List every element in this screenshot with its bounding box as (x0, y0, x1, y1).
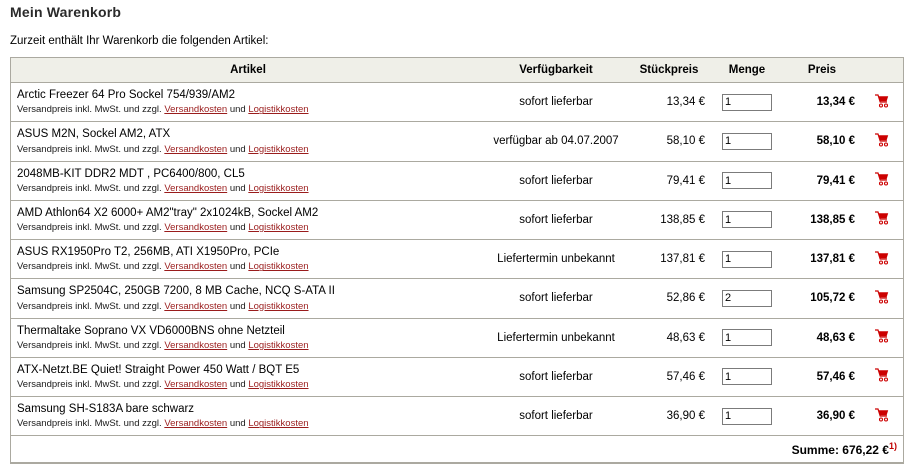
cell-stueckpreis: 79,41 € (627, 161, 711, 200)
shipping-note-middle: und (227, 222, 249, 234)
cart-table-head (11, 58, 903, 83)
product-name: ASUS RX1950Pro T2, 256MB, ATI X1950Pro, PCIe (17, 246, 280, 258)
cell-menge (711, 240, 783, 279)
shipping-note-middle: und (227, 418, 249, 430)
shipping-note (17, 340, 479, 352)
shipping-note-middle: und (227, 339, 249, 351)
shopping-cart-icon[interactable] (874, 133, 890, 147)
cell-menge (711, 318, 783, 357)
shipping-note-prefix: Versandpreis inkl. MwSt. und zzgl. (17, 418, 165, 430)
page-title: Mein Warenkorb (10, 4, 122, 20)
shipping-note-middle: und (227, 300, 249, 312)
shopping-cart-icon[interactable] (874, 211, 890, 225)
shopping-cart-icon[interactable] (874, 368, 890, 382)
cell-cart-action[interactable] (861, 279, 903, 318)
table-header-row (11, 58, 903, 83)
cell-verfuegbarkeit: sofort lieferbar (485, 397, 627, 436)
shipping-note-prefix: Versandpreis inkl. MwSt. und zzgl. (17, 104, 165, 116)
cell-verfuegbarkeit: Liefertermin unbekannt (485, 318, 627, 357)
cell-stueckpreis: 138,85 € (627, 200, 711, 239)
cell-menge (711, 122, 783, 161)
summary-total: Summe: 676,22 € (791, 443, 889, 458)
cell-cart-action[interactable] (861, 122, 903, 161)
intro-text: Zurzeit enthält Ihr Warenkorb die folgenden Artikel: (10, 35, 269, 47)
column-header-cart (861, 58, 903, 83)
cell-menge (711, 357, 783, 396)
column-header-menge: Menge (711, 58, 783, 83)
summary-cell (11, 436, 903, 463)
cell-verfuegbarkeit: sofort lieferbar (485, 83, 627, 122)
column-header-stueckpreis: Stückpreis (627, 58, 711, 83)
cell-artikel (11, 240, 485, 279)
summary-footnote-marker: 1) (888, 441, 897, 452)
versandkosten-link[interactable]: Versandkosten (164, 418, 228, 430)
versandkosten-link[interactable]: Versandkosten (164, 182, 228, 194)
shipping-note (17, 222, 479, 234)
product-name: Arctic Freezer 64 Pro Sockel 754/939/AM2 (17, 89, 235, 101)
shopping-cart-icon[interactable] (874, 251, 890, 265)
versandkosten-link[interactable]: Versandkosten (164, 261, 228, 273)
product-name: ATX-Netzt.BE Quiet! Straight Power 450 Watt / BQT E5 (17, 363, 300, 376)
cell-artikel (11, 83, 485, 122)
cell-preis: 137,81 € (783, 240, 861, 279)
cell-preis: 58,10 € (783, 122, 861, 161)
shopping-cart-icon[interactable] (874, 94, 890, 108)
product-name: Samsung SP2504C, 250GB 7200, 8 MB Cache, NCQ S-ATA II (17, 285, 335, 298)
logistikkosten-link[interactable]: Logistikkosten (248, 143, 309, 155)
cell-cart-action[interactable] (861, 200, 903, 239)
logistikkosten-link[interactable]: Logistikkosten (248, 104, 309, 116)
quantity-input[interactable] (722, 408, 772, 425)
cell-preis: 105,72 € (783, 279, 861, 318)
cell-artikel (11, 200, 485, 239)
cell-cart-action[interactable] (861, 83, 903, 122)
logistikkosten-link[interactable]: Logistikkosten (248, 261, 309, 273)
versandkosten-link[interactable]: Versandkosten (164, 222, 228, 234)
cell-cart-action[interactable] (861, 357, 903, 396)
table-row (11, 279, 903, 318)
shipping-note-prefix: Versandpreis inkl. MwSt. und zzgl. (17, 339, 165, 351)
versandkosten-link[interactable]: Versandkosten (164, 143, 228, 155)
summary-row (11, 436, 903, 463)
cell-artikel (11, 397, 485, 436)
logistikkosten-link[interactable]: Logistikkosten (248, 182, 309, 194)
shipping-note (17, 144, 479, 156)
cell-cart-action[interactable] (861, 397, 903, 436)
product-name: AMD Athlon64 X2 6000+ AM2"tray" 2x1024kB, Sockel AM2 (17, 206, 319, 219)
logistikkosten-link[interactable]: Logistikkosten (248, 222, 309, 234)
versandkosten-link[interactable]: Versandkosten (164, 300, 228, 312)
cart-table-body (11, 83, 903, 463)
cell-preis: 13,34 € (783, 83, 861, 122)
column-header-artikel: Artikel (11, 58, 485, 83)
shopping-cart-icon[interactable] (874, 172, 890, 186)
quantity-input[interactable] (722, 329, 772, 346)
cart-table-container (10, 57, 904, 463)
shipping-note (17, 261, 479, 273)
shipping-note-prefix: Versandpreis inkl. MwSt. und zzgl. (17, 300, 165, 312)
table-row (11, 357, 903, 396)
cell-cart-action[interactable] (861, 161, 903, 200)
cell-menge (711, 161, 783, 200)
table-row (11, 83, 903, 122)
cell-verfuegbarkeit: sofort lieferbar (485, 357, 627, 396)
logistikkosten-link[interactable]: Logistikkosten (248, 379, 309, 391)
shipping-note-prefix: Versandpreis inkl. MwSt. und zzgl. (17, 261, 165, 273)
shipping-note-middle: und (227, 104, 249, 116)
cell-preis: 48,63 € (783, 318, 861, 357)
table-row (11, 122, 903, 161)
table-row (11, 397, 903, 436)
shipping-note (17, 104, 479, 116)
cell-artikel (11, 357, 485, 396)
product-name: Thermaltake Soprano VX VD6000BNS ohne Netzteil (17, 324, 285, 337)
table-row (11, 240, 903, 279)
cell-stueckpreis: 137,81 € (627, 240, 711, 279)
cart-table (11, 58, 903, 463)
shipping-note-middle: und (227, 261, 249, 273)
versandkosten-link[interactable]: Versandkosten (164, 339, 228, 351)
shipping-note-prefix: Versandpreis inkl. MwSt. und zzgl. (17, 182, 165, 194)
cell-menge (711, 397, 783, 436)
logistikkosten-link[interactable]: Logistikkosten (248, 418, 309, 430)
shipping-note-prefix: Versandpreis inkl. MwSt. und zzgl. (17, 222, 165, 234)
quantity-input[interactable] (722, 172, 772, 189)
shipping-note (17, 183, 479, 195)
cell-preis: 36,90 € (783, 397, 861, 436)
cell-stueckpreis: 52,86 € (627, 279, 711, 318)
shipping-note-middle: und (227, 182, 249, 194)
shipping-note-middle: und (227, 379, 249, 391)
cell-stueckpreis: 48,63 € (627, 318, 711, 357)
cell-cart-action[interactable] (861, 240, 903, 279)
column-header-preis: Preis (783, 58, 861, 83)
cell-preis: 138,85 € (783, 200, 861, 239)
versandkosten-link[interactable]: Versandkosten (164, 104, 228, 116)
cell-verfuegbarkeit: sofort lieferbar (485, 200, 627, 239)
cell-stueckpreis: 36,90 € (627, 397, 711, 436)
quantity-input[interactable] (722, 133, 772, 150)
cell-verfuegbarkeit: sofort lieferbar (485, 279, 627, 318)
cell-menge (711, 279, 783, 318)
cell-verfuegbarkeit: Liefertermin unbekannt (485, 240, 627, 279)
versandkosten-link[interactable]: Versandkosten (164, 379, 228, 391)
quantity-input[interactable] (722, 251, 772, 268)
column-header-verfuegbarkeit: Verfügbarkeit (485, 58, 627, 83)
cell-stueckpreis: 58,10 € (627, 122, 711, 161)
cell-artikel (11, 279, 485, 318)
cell-preis: 57,46 € (783, 357, 861, 396)
logistikkosten-link[interactable]: Logistikkosten (248, 300, 309, 312)
table-row (11, 318, 903, 357)
table-row (11, 161, 903, 200)
shipping-note (17, 418, 479, 430)
cell-stueckpreis: 57,46 € (627, 357, 711, 396)
cell-cart-action[interactable] (861, 318, 903, 357)
shopping-cart-icon[interactable] (874, 408, 890, 422)
cell-verfuegbarkeit: sofort lieferbar (485, 161, 627, 200)
cell-artikel (11, 161, 485, 200)
cell-artikel (11, 318, 485, 357)
cell-preis: 79,41 € (783, 161, 861, 200)
product-name: 2048MB-KIT DDR2 MDT , PC6400/800, CL5 (17, 167, 245, 180)
quantity-input[interactable] (722, 211, 772, 228)
shipping-note-prefix: Versandpreis inkl. MwSt. und zzgl. (17, 379, 165, 391)
quantity-input[interactable] (722, 368, 772, 385)
cell-artikel (11, 122, 485, 161)
table-row (11, 200, 903, 239)
logistikkosten-link[interactable]: Logistikkosten (248, 339, 309, 351)
product-name: ASUS M2N, Sockel AM2, ATX (17, 128, 171, 141)
product-name: Samsung SH-S183A bare schwarz (17, 403, 195, 415)
cell-verfuegbarkeit: verfügbar ab 04.07.2007 (485, 122, 627, 161)
shipping-note-middle: und (227, 143, 249, 155)
quantity-input[interactable] (722, 290, 772, 307)
shipping-note (17, 301, 479, 313)
shopping-cart-icon[interactable] (874, 290, 890, 304)
cell-menge (711, 200, 783, 239)
cell-stueckpreis: 13,34 € (627, 83, 711, 122)
cell-menge (711, 83, 783, 122)
quantity-input[interactable] (722, 94, 772, 111)
shipping-note (17, 379, 479, 391)
shipping-note-prefix: Versandpreis inkl. MwSt. und zzgl. (17, 143, 165, 155)
shopping-cart-icon[interactable] (874, 329, 890, 343)
